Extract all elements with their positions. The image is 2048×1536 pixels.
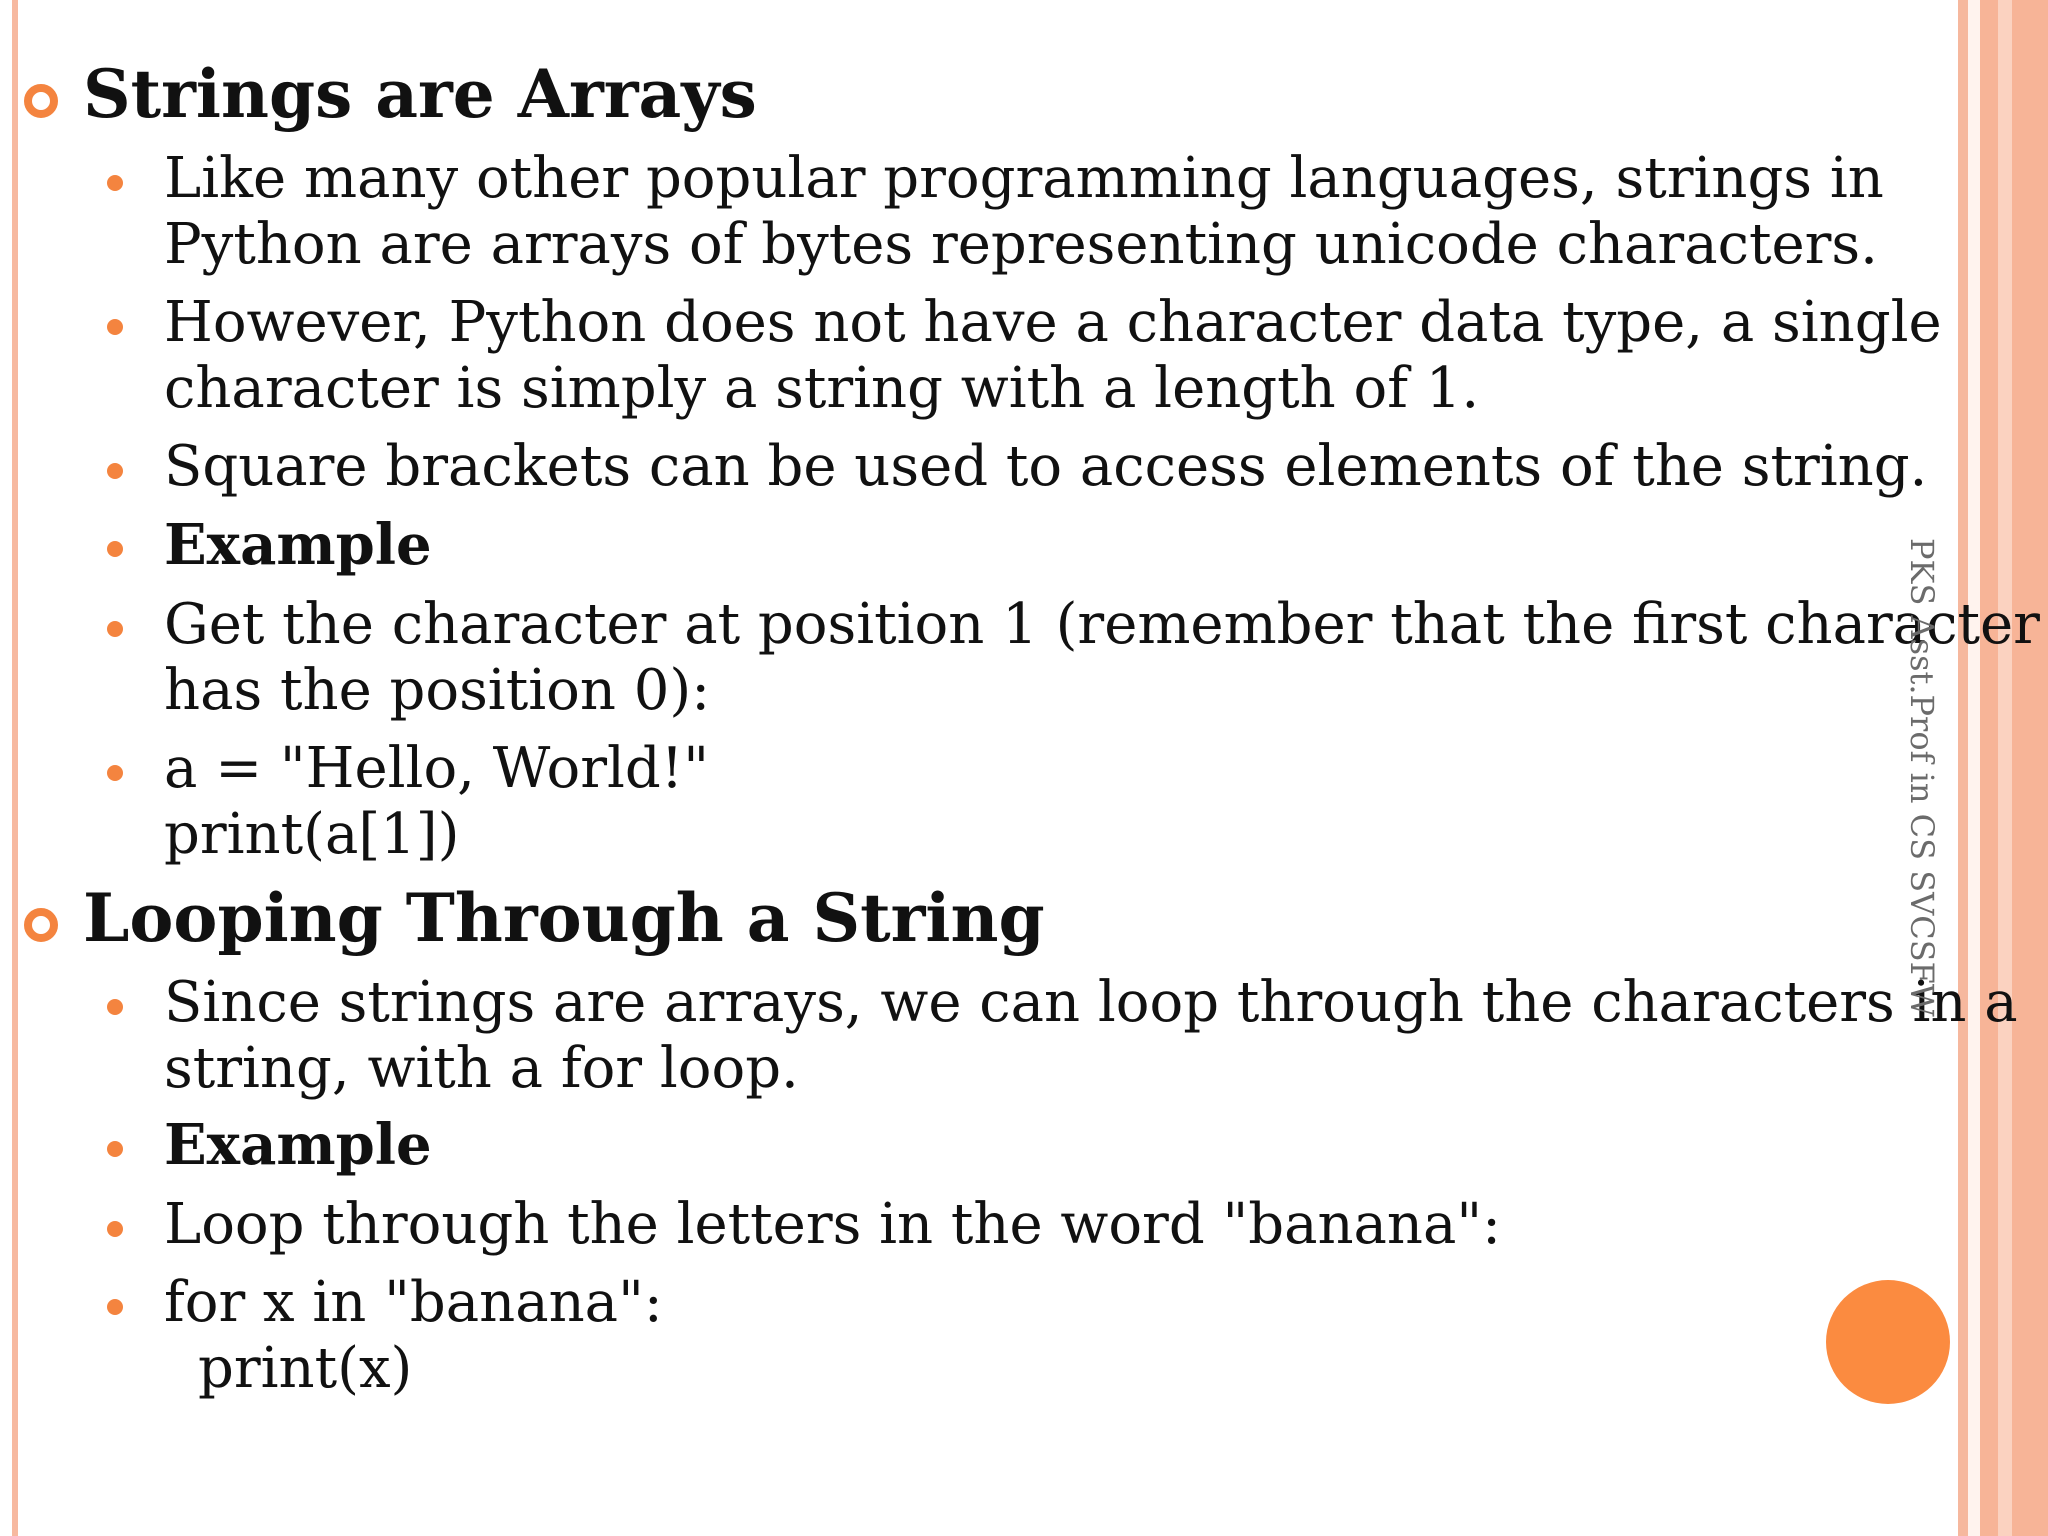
section-heading-looping: Looping Through a String bbox=[83, 879, 1045, 957]
bullet-dot-icon bbox=[107, 319, 123, 335]
bullet-text-line: Python are arrays of bytes representing unicode characters. bbox=[164, 212, 1878, 277]
bullet-text-line: string, with a for loop. bbox=[164, 1036, 799, 1101]
bullet-dot-icon bbox=[107, 175, 123, 191]
section-heading-strings-are-arrays: Strings are Arrays bbox=[83, 55, 757, 133]
bullet-item bbox=[164, 434, 1927, 500]
bullet-item-example bbox=[164, 1112, 432, 1178]
bullet-text-line: Since strings are arrays, we can loop through the characters in a bbox=[164, 970, 2018, 1035]
bullet-dot-icon bbox=[107, 1299, 123, 1315]
bullet-text-line: Like many other popular programming languages, strings in bbox=[164, 146, 1884, 211]
bullet-item bbox=[164, 146, 1884, 278]
bullet-dot-icon bbox=[107, 1221, 123, 1237]
right-border-gap bbox=[1968, 0, 1980, 1536]
bullet-text-line: Example bbox=[164, 1112, 432, 1178]
code-line: print(x) bbox=[198, 1336, 413, 1401]
bullet-item-example bbox=[164, 512, 432, 578]
code-line: print(a[1]) bbox=[164, 802, 460, 867]
bullet-item bbox=[164, 592, 2040, 724]
bullet-text-line: character is simply a string with a length of 1. bbox=[164, 356, 1480, 421]
bullet-text-line: Get the character at position 1 (remember that the first character bbox=[164, 592, 2040, 657]
right-border-band bbox=[1980, 0, 2048, 1536]
section-bullet-icon bbox=[24, 84, 58, 118]
bullet-dot-icon bbox=[107, 463, 123, 479]
bullet-dot-icon bbox=[107, 541, 123, 557]
right-border-band-inner bbox=[1998, 0, 2012, 1536]
bullet-text-line: Loop through the letters in the word "banana": bbox=[164, 1192, 1501, 1257]
decorative-circle bbox=[1826, 1280, 1950, 1404]
bullet-item bbox=[164, 1192, 1501, 1258]
bullet-item bbox=[164, 290, 1942, 422]
section-bullet-icon bbox=[24, 908, 58, 942]
code-line: a = "Hello, World!" bbox=[164, 736, 710, 801]
bullet-dot-icon bbox=[107, 621, 123, 637]
bullet-dot-icon bbox=[107, 765, 123, 781]
bullet-dot-icon bbox=[107, 1141, 123, 1157]
bullet-dot-icon bbox=[107, 999, 123, 1015]
code-line: for x in "banana": bbox=[164, 1270, 663, 1335]
bullet-item bbox=[164, 970, 2018, 1102]
bullet-item-code bbox=[164, 1270, 663, 1402]
bullet-text-line: Square brackets can be used to access elements of the string. bbox=[164, 434, 1928, 499]
bullet-text-line: has the position 0): bbox=[164, 658, 711, 723]
bullet-item-code bbox=[164, 736, 709, 868]
author-sidebar-text: PKS Asst.Prof in CS SVCSFW bbox=[1903, 538, 1941, 1017]
bullet-text-line: However, Python does not have a character data type, a single bbox=[164, 290, 1942, 355]
bullet-text-line: Example bbox=[164, 512, 432, 578]
